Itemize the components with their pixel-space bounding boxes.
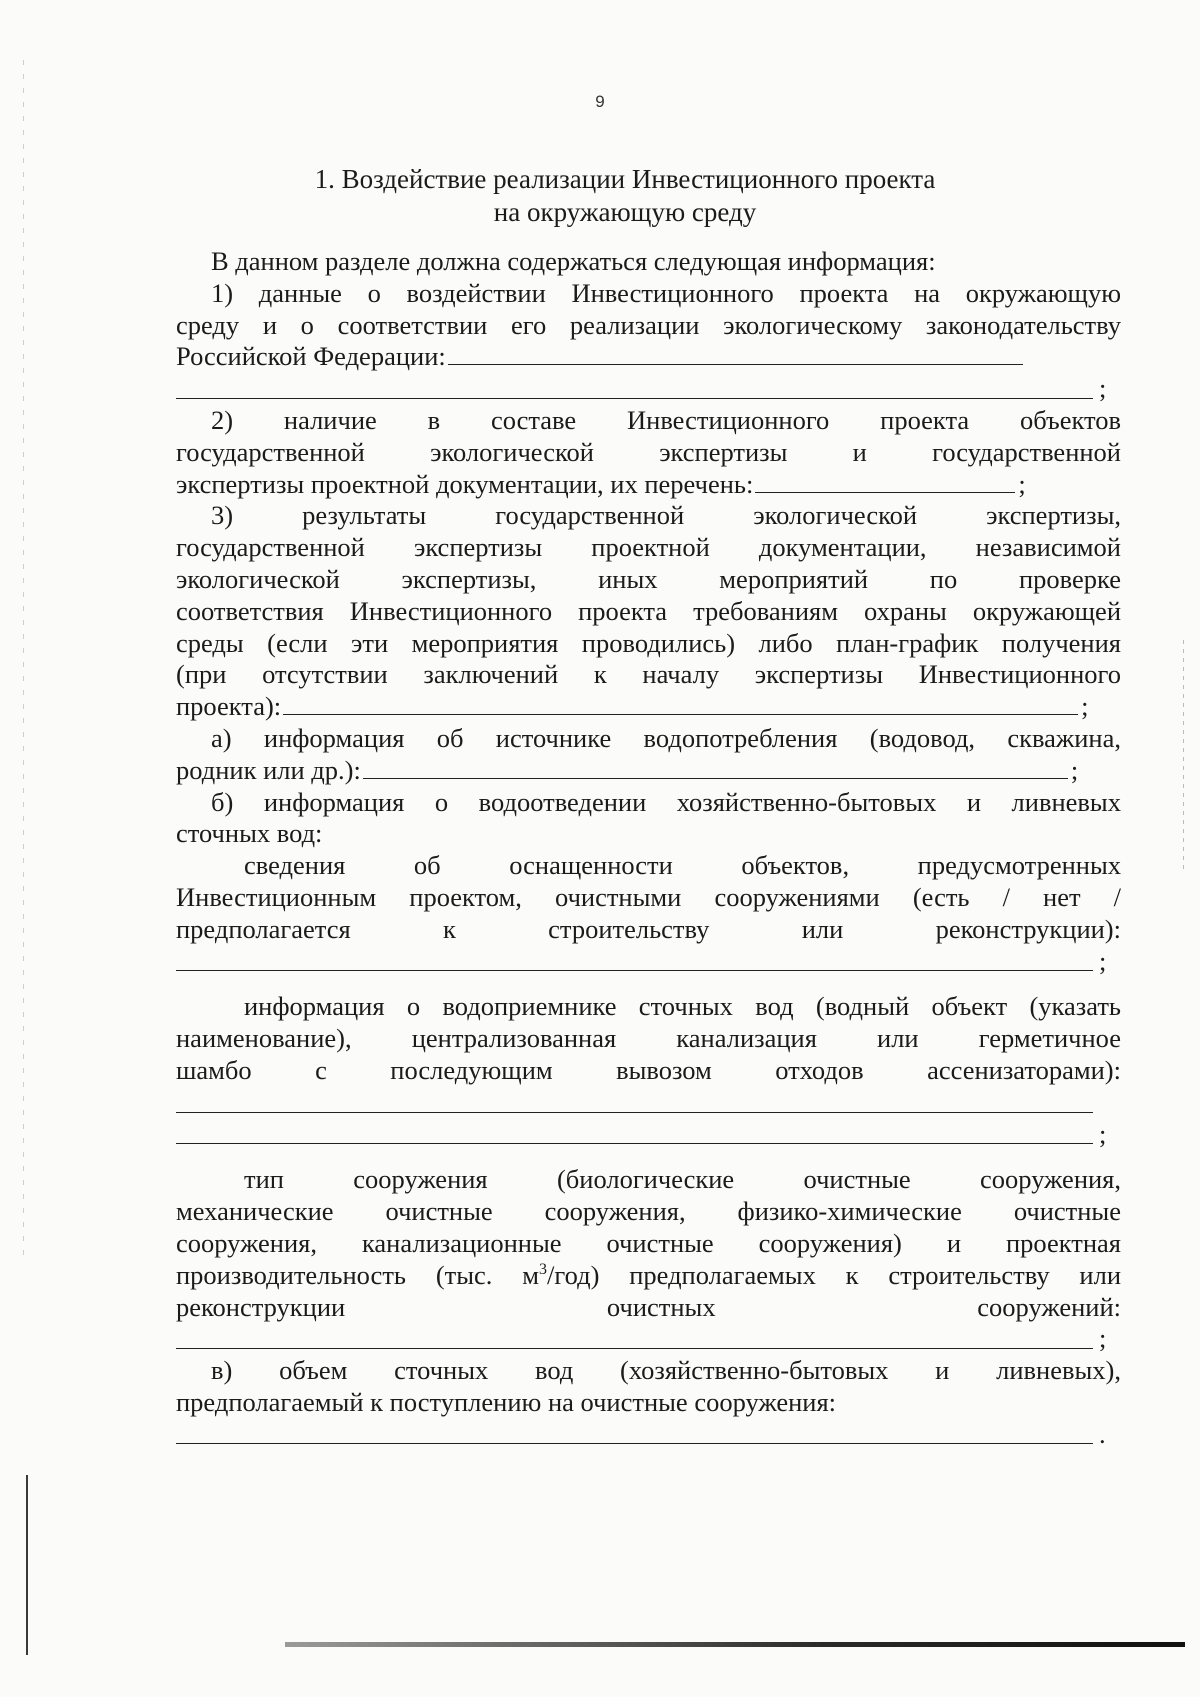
period: . bbox=[1099, 1418, 1106, 1449]
equipment-line-3: предполагается к строительству или реконструкции): bbox=[176, 913, 1121, 944]
scan-artifact-bottom-bar bbox=[285, 1642, 1185, 1647]
facility-type-line-2: механические очистные сооружения, физико-химические очистные bbox=[176, 1196, 1121, 1227]
item-1 bbox=[176, 278, 1121, 405]
answer-blank-line[interactable] bbox=[176, 1087, 1121, 1119]
item-2 bbox=[176, 405, 1121, 500]
receiver-info bbox=[176, 991, 1121, 1150]
semicolon: ; bbox=[1018, 468, 1026, 499]
answer-blank-line[interactable] bbox=[176, 1323, 1121, 1355]
section-title-line-1: 1. Воздействие реализации Инвестиционного проекта bbox=[314, 164, 936, 194]
item-3-label: проекта): bbox=[176, 691, 282, 722]
item-2-label: экспертизы проектной документации, их перечень: bbox=[176, 468, 754, 499]
item-3-line-1: 3) результаты государственной экологической экспертизы, bbox=[211, 500, 1121, 531]
item-1-line-1: 1) данные о воздействии Инвестиционного проекта на окружающую bbox=[211, 277, 1121, 308]
item-v-line-1: в) объем сточных вод (хозяйственно-бытовых и ливневых), bbox=[211, 1355, 1121, 1386]
item-a-label: родник или др.): bbox=[176, 754, 361, 785]
answer-blank[interactable] bbox=[283, 714, 1078, 715]
section-title-line-2: на окружающую среду bbox=[493, 197, 757, 227]
item-3-line-6: (при отсутствии заключений к началу экспертизы Инвестиционного bbox=[176, 659, 1121, 690]
item-v-line-2: предполагаемый к поступлению на очистные сооружения: bbox=[176, 1386, 837, 1417]
answer-blank-line[interactable] bbox=[176, 946, 1121, 978]
facility-type-line-5: реконструкции очистных сооружений: bbox=[176, 1291, 1121, 1322]
item-3-line-5: среды (если эти мероприятия проводились) либо план-график получения bbox=[176, 627, 1121, 658]
item-a bbox=[176, 723, 1121, 787]
item-1-line-2: среду и о соответствии его реализации экологическому законодательству bbox=[176, 309, 1121, 340]
section-title bbox=[175, 163, 1075, 229]
item-a-line-1: а) информация об источнике водопотребления (водовод, скважина, bbox=[211, 722, 1121, 753]
item-2-line-1: 2) наличие в составе Инвестиционного проекта объектов bbox=[211, 404, 1121, 435]
scan-artifact-right-dashes bbox=[1183, 640, 1184, 870]
item-b-line-2: сточных вод: bbox=[176, 818, 323, 849]
page-number: 9 bbox=[595, 92, 605, 111]
equipment-line-2: Инвестиционным проектом, очистными сооружениями (есть / нет / bbox=[176, 881, 1121, 912]
answer-blank[interactable] bbox=[448, 364, 1023, 365]
item-3-line-2: государственной экспертизы проектной документации, независимой bbox=[176, 532, 1121, 563]
semicolon: ; bbox=[1099, 1118, 1107, 1149]
answer-blank[interactable] bbox=[755, 492, 1015, 493]
facility-type-info bbox=[176, 1164, 1121, 1355]
scan-artifact-left-dashes bbox=[23, 60, 24, 1260]
semicolon: ; bbox=[1081, 691, 1089, 722]
item-3 bbox=[176, 500, 1121, 723]
receiver-line-3: шамбо с последующим вывозом отходов ассенизаторами): bbox=[176, 1054, 1121, 1085]
facility-type-line-1: тип сооружения (биологические очистные сооружения, bbox=[244, 1164, 1121, 1195]
item-a-line-2 bbox=[176, 755, 1121, 787]
semicolon: ; bbox=[1099, 945, 1107, 976]
answer-blank-line[interactable] bbox=[176, 373, 1121, 405]
answer-blank-line[interactable] bbox=[176, 1119, 1121, 1151]
item-2-line-2: государственной экологической экспертизы и государственной bbox=[176, 436, 1121, 467]
item-b bbox=[176, 787, 1121, 851]
equipment-line-1: сведения об оснащенности объектов, предусмотренных bbox=[244, 850, 1121, 881]
answer-blank[interactable] bbox=[363, 778, 1068, 779]
receiver-line-1: информация о водоприемнике сточных вод (водный объект (указать bbox=[244, 991, 1121, 1022]
superscript-3: 3 bbox=[539, 1260, 548, 1278]
item-1-label: Российской Федерации: bbox=[176, 341, 446, 372]
receiver-line-2: наименование), централизованная канализация или герметичное bbox=[176, 1023, 1121, 1054]
facility-type-line-4: производительность (тыс. $м^3/год$) предполагаемых к строительству или bbox=[176, 1259, 1122, 1290]
semicolon: ; bbox=[1099, 373, 1107, 404]
intro-text: В данном разделе должна содержаться следующая информация: bbox=[211, 246, 936, 276]
item-v bbox=[176, 1355, 1121, 1450]
item-1-line-3 bbox=[176, 341, 1121, 373]
item-b-line-1: б) информация о водоотведении хозяйственно-бытовых и ливневых bbox=[211, 786, 1121, 817]
item-3-line-3: экологической экспертизы, иных мероприятий по проверке bbox=[176, 563, 1121, 594]
facility-type-line-3: сооружения, канализационные очистные сооружения) и проектная bbox=[176, 1227, 1121, 1258]
scan-artifact-left-bar bbox=[26, 1475, 28, 1655]
document-body bbox=[176, 246, 1121, 1450]
item-2-line-3 bbox=[176, 469, 1121, 501]
semicolon: ; bbox=[1099, 1323, 1107, 1354]
semicolon: ; bbox=[1070, 754, 1079, 785]
item-3-line-4: соответствия Инвестиционного проекта требованиям охраны окружающей bbox=[176, 595, 1121, 626]
answer-blank-line[interactable] bbox=[176, 1419, 1121, 1451]
item-3-line-7 bbox=[176, 691, 1121, 723]
equipment-info bbox=[176, 850, 1121, 977]
